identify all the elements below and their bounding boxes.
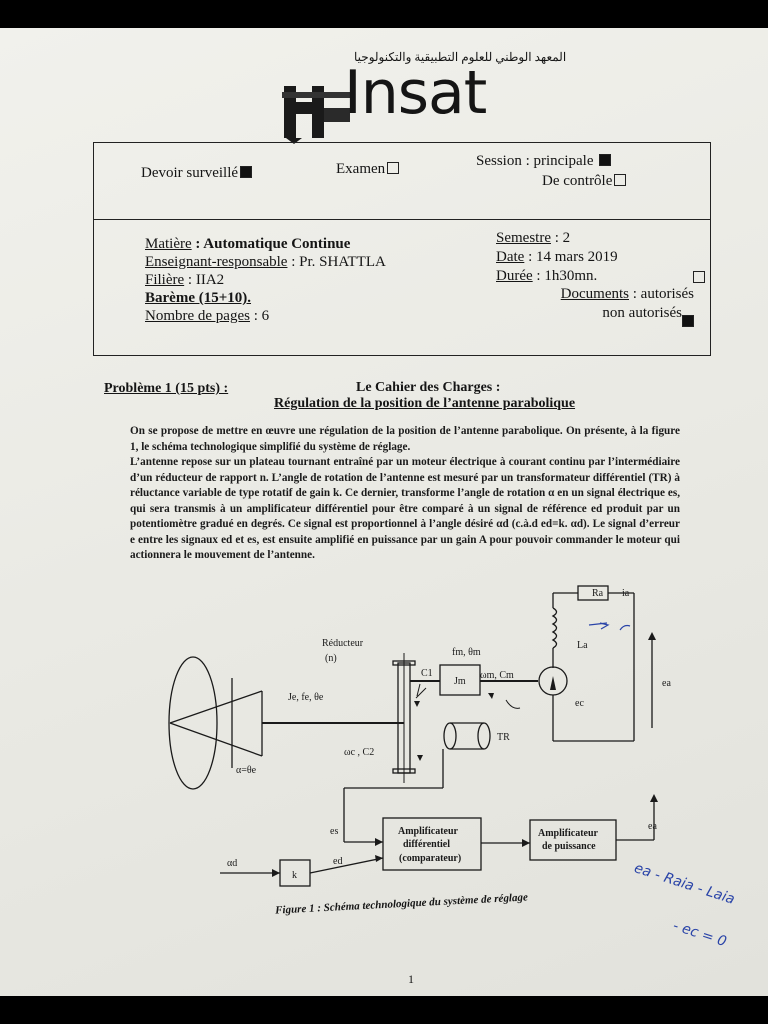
exam-sheet — [0, 28, 768, 996]
problem-subtitle: Régulation de la position de l’antenne parabolique — [274, 396, 576, 411]
ed-label: ed — [333, 856, 343, 867]
antenna-support — [170, 691, 262, 723]
antenna-inertia-label: Je, fe, θe — [288, 692, 324, 703]
power-amp-line1: Amplificateur — [538, 828, 598, 839]
k-label: k — [292, 870, 297, 881]
power-output-label: ea — [648, 821, 657, 832]
wc-c2-label: ωc , C2 — [344, 747, 375, 758]
alpha-d-label: αd — [227, 858, 238, 869]
semestre-label: Semestre — [496, 230, 551, 246]
controle-label: De contrôle — [542, 173, 613, 189]
handwritten-equation-line1: ea - Raia - Laia — [632, 860, 737, 908]
semestre-value: : 2 — [550, 230, 571, 246]
examen-label: Examen — [336, 161, 386, 177]
reducer-ratio-label: (n) — [325, 653, 337, 664]
technological-diagram — [0, 28, 768, 996]
ea-label: ea — [662, 678, 671, 689]
non-autorises-label: non autorisés — [602, 305, 682, 321]
c1-label: C1 — [421, 668, 433, 679]
diff-amp-line2: différentiel — [403, 839, 451, 850]
es-label: es — [330, 826, 339, 837]
diff-amp-line1: Amplificateur — [398, 826, 458, 837]
problem-title: Problème 1 (15 pts) : — [104, 381, 229, 396]
alpha-label: α=θe — [236, 765, 257, 776]
power-amp-line2: de puissance — [542, 841, 596, 852]
devoir-label: Devoir surveillé — [141, 165, 239, 181]
jm-label: Jm — [454, 676, 466, 687]
filiere-label: Filière — [145, 272, 185, 288]
antenna-dish — [169, 657, 217, 789]
pages-label: Nombre de pages — [145, 308, 250, 324]
wm-cm-label: ωm, Cm — [480, 670, 514, 681]
matiere-value: : Automatique Continue — [191, 236, 351, 252]
filiere-value: : IIA2 — [184, 272, 225, 288]
diff-amp-line3: (comparateur) — [399, 853, 462, 864]
ia-label: ia — [622, 588, 630, 599]
tr-label: TR — [497, 732, 510, 743]
date-value: : 14 mars 2019 — [524, 249, 618, 265]
ra-label: Ra — [592, 588, 604, 599]
motor-arrow-icon — [550, 676, 556, 690]
reducer-label: Réducteur — [322, 638, 364, 649]
session-label: Session : principale — [476, 153, 594, 169]
tr-sensor — [444, 723, 456, 749]
fm-theta-label: fm, θm — [452, 647, 481, 658]
documents-label: Documents — [560, 286, 629, 302]
figure-caption: Figure 1 : Schéma technologique du système de réglage — [274, 891, 529, 917]
documents-value: : autorisés — [629, 286, 694, 302]
date-label: Date — [496, 249, 525, 265]
pages-value: : 6 — [249, 308, 270, 324]
paragraph-description: L’antenne repose sur un plateau tournant entraîné par un moteur électrique à courant continu par l’intermédiaire d’un réducteur de rapport n. L’angle de rotation de l’antenne est mesuré par un transformateur différentiel (TR) à réluctance variable de type rotatif de gain k. Ce dernier, transforme l’angle de rotation α en un signal électrique es, qui sera transmis à un amplificateur différentiel pour être comparé à un signal de référence ed produit par un potentiomètre gradué en degrés. Ce signal est proportionnel à l’angle désiré αd (c.à.d ed=k. αd). Le signal d’erreur e entre les signaux ed et es, est ensuite amplifié en puissance par un gain A pour pouvoir commander le moteur qui actionnera le mouvement de l’antenne. — [130, 456, 680, 561]
duree-label: Durée — [496, 268, 533, 284]
cahier-title: Le Cahier des Charges : — [356, 380, 501, 395]
inductor-la — [553, 608, 557, 648]
la-label: La — [577, 640, 588, 651]
handwritten-equation-line2: - ec = 0 — [670, 917, 729, 951]
enseignant-label: Enseignant-responsable — [145, 254, 288, 270]
logo-wordmark: Insat — [344, 58, 487, 128]
ec-label: ec — [575, 698, 584, 709]
matiere-label: Matière — [145, 236, 192, 252]
page-number: 1 — [408, 972, 414, 986]
power-amplifier-block — [530, 820, 616, 860]
paragraph-intro: On se propose de mettre en œuvre une régulation de la position de l’antenne parabolique. On présente, à la figure 1, le schéma technologique simplifié du système de réglage. — [130, 425, 680, 453]
duree-value: : 1h30mn. — [532, 268, 598, 284]
antenna-support — [170, 723, 262, 756]
enseignant-value: : Pr. SHATTLA — [287, 254, 386, 270]
bareme-text: Barème (15+10). — [145, 290, 252, 306]
logo-arabic-text: المعهد الوطني للعلوم التطبيقية والتكنولوجيا — [354, 50, 567, 64]
